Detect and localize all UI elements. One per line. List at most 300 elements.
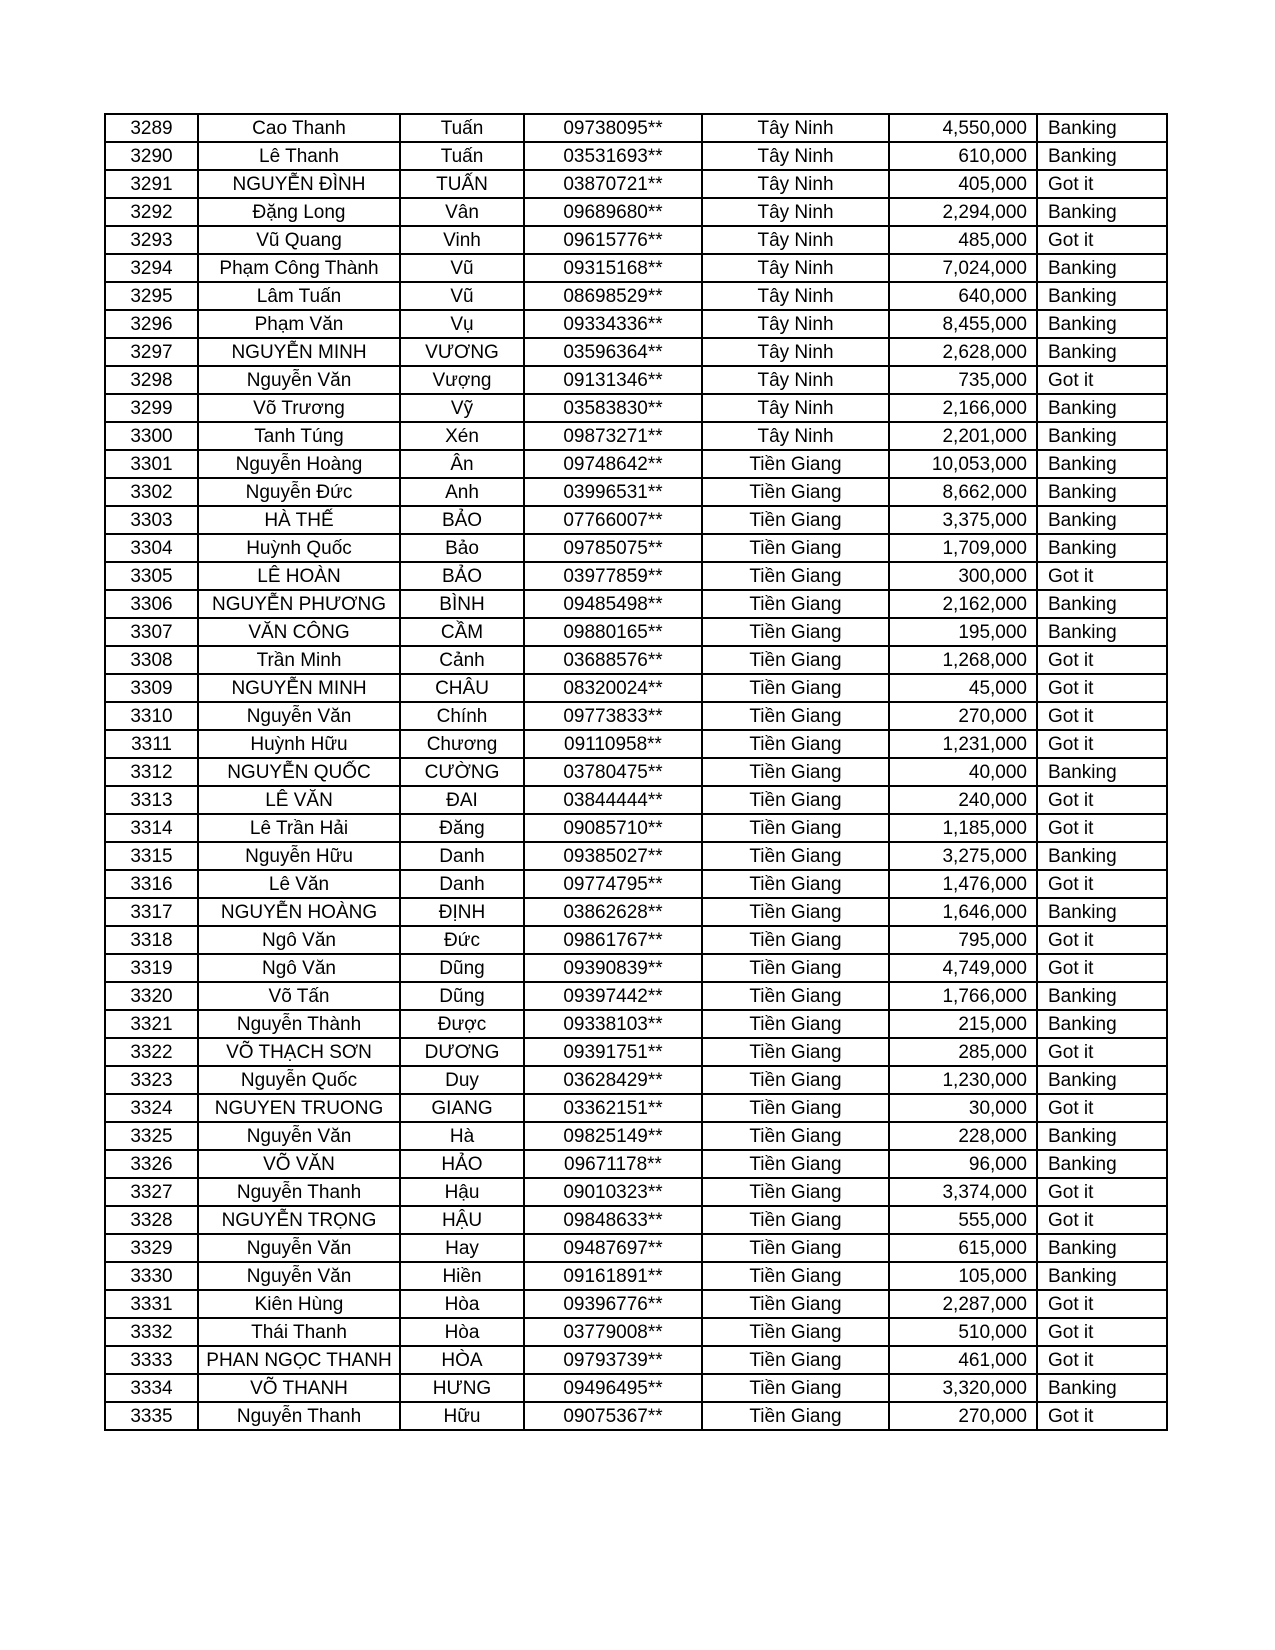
cell-amount: 2,201,000 [889,422,1037,450]
cell-amount: 215,000 [889,1010,1037,1038]
cell-id: 3333 [105,1346,198,1374]
cell-status: Banking [1037,842,1167,870]
cell-status: Got it [1037,954,1167,982]
cell-province: Tiền Giang [702,1374,889,1402]
cell-amount: 105,000 [889,1262,1037,1290]
cell-last-name: Tuấn [400,142,524,170]
cell-id: 3305 [105,562,198,590]
cell-id: 3304 [105,534,198,562]
cell-first-name: PHAN NGỌC THANH [198,1346,400,1374]
cell-id: 3316 [105,870,198,898]
cell-first-name: Vũ Quang [198,226,400,254]
cell-first-name: Nguyễn Thanh [198,1402,400,1430]
cell-phone: 09487697** [524,1234,702,1262]
cell-amount: 610,000 [889,142,1037,170]
cell-province: Tiền Giang [702,506,889,534]
cell-province: Tây Ninh [702,254,889,282]
cell-status: Got it [1037,1094,1167,1122]
cell-amount: 795,000 [889,926,1037,954]
cell-province: Tiền Giang [702,1178,889,1206]
cell-province: Tây Ninh [702,226,889,254]
cell-phone: 09010323** [524,1178,702,1206]
cell-amount: 30,000 [889,1094,1037,1122]
cell-last-name: ĐAI [400,786,524,814]
cell-province: Tiền Giang [702,646,889,674]
cell-last-name: HẢO [400,1150,524,1178]
cell-province: Tiền Giang [702,926,889,954]
cell-phone: 09390839** [524,954,702,982]
cell-last-name: Vũ [400,282,524,310]
cell-phone: 09738095** [524,114,702,142]
cell-first-name: Phạm Văn [198,310,400,338]
cell-amount: 2,162,000 [889,590,1037,618]
cell-phone: 08320024** [524,674,702,702]
cell-phone: 09873271** [524,422,702,450]
cell-first-name: Tanh Túng [198,422,400,450]
table-row [105,1038,1167,1066]
cell-phone: 09496495** [524,1374,702,1402]
cell-phone: 09774795** [524,870,702,898]
cell-id: 3314 [105,814,198,842]
cell-province: Tiền Giang [702,618,889,646]
cell-last-name: HẬU [400,1206,524,1234]
table-row [105,254,1167,282]
cell-amount: 270,000 [889,1402,1037,1430]
cell-province: Tây Ninh [702,170,889,198]
cell-last-name: Được [400,1010,524,1038]
cell-province: Tây Ninh [702,198,889,226]
cell-first-name: VĂN CÔNG [198,618,400,646]
cell-last-name: CƯỜNG [400,758,524,786]
cell-status: Got it [1037,366,1167,394]
cell-amount: 3,275,000 [889,842,1037,870]
cell-id: 3325 [105,1122,198,1150]
cell-province: Tây Ninh [702,338,889,366]
cell-id: 3313 [105,786,198,814]
cell-status: Got it [1037,1318,1167,1346]
table-row [105,226,1167,254]
cell-first-name: Nguyễn Văn [198,1122,400,1150]
cell-amount: 615,000 [889,1234,1037,1262]
cell-phone: 03583830** [524,394,702,422]
cell-status: Got it [1037,702,1167,730]
cell-province: Tiền Giang [702,1066,889,1094]
cell-amount: 3,375,000 [889,506,1037,534]
cell-id: 3311 [105,730,198,758]
cell-id: 3329 [105,1234,198,1262]
cell-province: Tiền Giang [702,1206,889,1234]
cell-phone: 08698529** [524,282,702,310]
cell-status: Got it [1037,1346,1167,1374]
cell-phone: 09110958** [524,730,702,758]
cell-province: Tiền Giang [702,1234,889,1262]
table-row [105,758,1167,786]
cell-first-name: Ngô Văn [198,954,400,982]
cell-amount: 300,000 [889,562,1037,590]
cell-id: 3309 [105,674,198,702]
cell-last-name: Dũng [400,982,524,1010]
cell-id: 3328 [105,1206,198,1234]
cell-amount: 510,000 [889,1318,1037,1346]
cell-phone: 03688576** [524,646,702,674]
table-row [105,842,1167,870]
cell-first-name: Phạm Công Thành [198,254,400,282]
cell-province: Tây Ninh [702,366,889,394]
cell-phone: 09131346** [524,366,702,394]
cell-status: Got it [1037,1178,1167,1206]
cell-first-name: Võ Trương [198,394,400,422]
cell-first-name: HÀ THẾ [198,506,400,534]
cell-phone: 03996531** [524,478,702,506]
cell-last-name: Danh [400,870,524,898]
cell-first-name: Huỳnh Quốc [198,534,400,562]
cell-first-name: NGUYỄN MINH [198,338,400,366]
cell-amount: 10,053,000 [889,450,1037,478]
cell-id: 3315 [105,842,198,870]
cell-first-name: Kiên Hùng [198,1290,400,1318]
cell-first-name: Trần Minh [198,646,400,674]
cell-status: Banking [1037,254,1167,282]
cell-id: 3297 [105,338,198,366]
cell-status: Banking [1037,1010,1167,1038]
cell-first-name: NGUYỄN ĐÌNH [198,170,400,198]
cell-id: 3306 [105,590,198,618]
cell-status: Banking [1037,310,1167,338]
cell-province: Tiền Giang [702,1346,889,1374]
cell-status: Banking [1037,338,1167,366]
cell-phone: 09748642** [524,450,702,478]
cell-province: Tiền Giang [702,562,889,590]
cell-status: Got it [1037,786,1167,814]
cell-first-name: Nguyễn Hữu [198,842,400,870]
cell-first-name: Đặng Long [198,198,400,226]
cell-phone: 09671178** [524,1150,702,1178]
cell-last-name: ĐỊNH [400,898,524,926]
cell-status: Banking [1037,618,1167,646]
cell-id: 3307 [105,618,198,646]
cell-id: 3293 [105,226,198,254]
cell-last-name: BẢO [400,562,524,590]
cell-province: Tiền Giang [702,954,889,982]
cell-amount: 8,455,000 [889,310,1037,338]
cell-status: Got it [1037,1038,1167,1066]
table-row [105,814,1167,842]
cell-amount: 2,628,000 [889,338,1037,366]
cell-amount: 240,000 [889,786,1037,814]
cell-last-name: GIANG [400,1094,524,1122]
cell-phone: 09861767** [524,926,702,954]
cell-last-name: CHÂU [400,674,524,702]
cell-province: Tây Ninh [702,394,889,422]
cell-id: 3320 [105,982,198,1010]
cell-province: Tiền Giang [702,758,889,786]
cell-first-name: Nguyễn Thành [198,1010,400,1038]
table-row [105,1402,1167,1430]
table-row [105,786,1167,814]
cell-id: 3294 [105,254,198,282]
cell-first-name: Cao Thanh [198,114,400,142]
cell-province: Tiền Giang [702,702,889,730]
cell-province: Tiền Giang [702,786,889,814]
cell-amount: 405,000 [889,170,1037,198]
cell-last-name: Vượng [400,366,524,394]
cell-id: 3303 [105,506,198,534]
cell-province: Tiền Giang [702,478,889,506]
cell-status: Got it [1037,226,1167,254]
cell-first-name: Võ Tấn [198,982,400,1010]
cell-id: 3317 [105,898,198,926]
cell-id: 3296 [105,310,198,338]
cell-amount: 4,749,000 [889,954,1037,982]
cell-status: Banking [1037,1234,1167,1262]
cell-first-name: LÊ VĂN [198,786,400,814]
cell-status: Got it [1037,674,1167,702]
cell-province: Tây Ninh [702,142,889,170]
cell-id: 3321 [105,1010,198,1038]
cell-status: Got it [1037,646,1167,674]
cell-province: Tiền Giang [702,1010,889,1038]
cell-id: 3335 [105,1402,198,1430]
cell-id: 3291 [105,170,198,198]
cell-province: Tiền Giang [702,870,889,898]
cell-first-name: Nguyễn Đức [198,478,400,506]
cell-first-name: Lê Trần Hải [198,814,400,842]
contact-payout-table [104,113,1168,1431]
cell-province: Tiền Giang [702,1038,889,1066]
cell-status: Banking [1037,478,1167,506]
cell-province: Tiền Giang [702,730,889,758]
cell-amount: 1,476,000 [889,870,1037,898]
table-row [105,1150,1167,1178]
cell-id: 3318 [105,926,198,954]
cell-phone: 09793739** [524,1346,702,1374]
cell-amount: 8,662,000 [889,478,1037,506]
cell-phone: 09338103** [524,1010,702,1038]
cell-last-name: CẦM [400,618,524,646]
table-row [105,198,1167,226]
cell-id: 3290 [105,142,198,170]
table-row [105,730,1167,758]
table-row [105,618,1167,646]
cell-first-name: Nguyễn Thanh [198,1178,400,1206]
cell-province: Tiền Giang [702,674,889,702]
cell-last-name: Danh [400,842,524,870]
cell-first-name: NGUYỄN HOÀNG [198,898,400,926]
cell-last-name: Vụ [400,310,524,338]
cell-amount: 2,287,000 [889,1290,1037,1318]
cell-status: Banking [1037,198,1167,226]
cell-amount: 1,268,000 [889,646,1037,674]
table-row [105,702,1167,730]
cell-last-name: HƯNG [400,1374,524,1402]
cell-id: 3302 [105,478,198,506]
cell-province: Tiền Giang [702,814,889,842]
cell-id: 3324 [105,1094,198,1122]
cell-province: Tây Ninh [702,310,889,338]
cell-amount: 1,185,000 [889,814,1037,842]
cell-province: Tiền Giang [702,1290,889,1318]
cell-status: Got it [1037,170,1167,198]
cell-phone: 09773833** [524,702,702,730]
cell-id: 3326 [105,1150,198,1178]
cell-id: 3331 [105,1290,198,1318]
cell-status: Got it [1037,926,1167,954]
cell-first-name: Lê Thanh [198,142,400,170]
table-row [105,982,1167,1010]
table-row [105,646,1167,674]
cell-status: Banking [1037,1122,1167,1150]
cell-status: Got it [1037,730,1167,758]
cell-amount: 2,294,000 [889,198,1037,226]
cell-province: Tiền Giang [702,898,889,926]
cell-phone: 09391751** [524,1038,702,1066]
cell-phone: 03862628** [524,898,702,926]
cell-phone: 09848633** [524,1206,702,1234]
table-row [105,1178,1167,1206]
cell-amount: 3,320,000 [889,1374,1037,1402]
table-row [105,898,1167,926]
cell-last-name: Vỹ [400,394,524,422]
table-row [105,534,1167,562]
cell-status: Banking [1037,142,1167,170]
cell-amount: 270,000 [889,702,1037,730]
cell-first-name: VÕ THẠCH SƠN [198,1038,400,1066]
cell-province: Tiền Giang [702,450,889,478]
table-row [105,310,1167,338]
table-row [105,590,1167,618]
cell-status: Got it [1037,870,1167,898]
cell-status: Banking [1037,450,1167,478]
cell-status: Got it [1037,814,1167,842]
cell-first-name: NGUYỄN PHƯƠNG [198,590,400,618]
table-row [105,394,1167,422]
cell-province: Tiền Giang [702,1402,889,1430]
table-row [105,1346,1167,1374]
table-row [105,1066,1167,1094]
cell-first-name: Lê Văn [198,870,400,898]
cell-last-name: TUẤN [400,170,524,198]
cell-amount: 3,374,000 [889,1178,1037,1206]
cell-phone: 03977859** [524,562,702,590]
cell-first-name: Nguyễn Hoàng [198,450,400,478]
cell-status: Banking [1037,898,1167,926]
cell-amount: 1,230,000 [889,1066,1037,1094]
cell-phone: 09397442** [524,982,702,1010]
cell-status: Banking [1037,422,1167,450]
cell-amount: 2,166,000 [889,394,1037,422]
table-row [105,170,1167,198]
cell-id: 3295 [105,282,198,310]
cell-last-name: Cảnh [400,646,524,674]
cell-last-name: Xén [400,422,524,450]
cell-phone: 09615776** [524,226,702,254]
table-row [105,478,1167,506]
cell-amount: 45,000 [889,674,1037,702]
table-row [105,422,1167,450]
cell-phone: 09075367** [524,1402,702,1430]
cell-id: 3334 [105,1374,198,1402]
cell-last-name: Duy [400,1066,524,1094]
cell-province: Tiền Giang [702,534,889,562]
cell-status: Got it [1037,1206,1167,1234]
cell-province: Tây Ninh [702,114,889,142]
table-row [105,1290,1167,1318]
cell-last-name: Hiền [400,1262,524,1290]
cell-province: Tiền Giang [702,842,889,870]
cell-province: Tiền Giang [702,1150,889,1178]
table-row [105,674,1167,702]
cell-phone: 09085710** [524,814,702,842]
cell-status: Banking [1037,982,1167,1010]
cell-phone: 03870721** [524,170,702,198]
cell-last-name: Hậu [400,1178,524,1206]
cell-amount: 96,000 [889,1150,1037,1178]
table-row [105,1010,1167,1038]
table-row [105,142,1167,170]
cell-phone: 09315168** [524,254,702,282]
cell-amount: 1,709,000 [889,534,1037,562]
cell-amount: 735,000 [889,366,1037,394]
cell-first-name: LÊ HOÀN [198,562,400,590]
cell-id: 3332 [105,1318,198,1346]
cell-last-name: Dũng [400,954,524,982]
table-row [105,114,1167,142]
cell-status: Got it [1037,1402,1167,1430]
cell-province: Tây Ninh [702,282,889,310]
table-row [105,506,1167,534]
cell-last-name: Ân [400,450,524,478]
cell-last-name: BẢO [400,506,524,534]
cell-id: 3330 [105,1262,198,1290]
cell-phone: 03362151** [524,1094,702,1122]
cell-amount: 285,000 [889,1038,1037,1066]
cell-first-name: Nguyễn Văn [198,1234,400,1262]
cell-status: Banking [1037,1066,1167,1094]
table-row [105,450,1167,478]
cell-last-name: Hữu [400,1402,524,1430]
cell-last-name: VƯƠNG [400,338,524,366]
cell-status: Banking [1037,1150,1167,1178]
cell-phone: 09396776** [524,1290,702,1318]
cell-last-name: DƯƠNG [400,1038,524,1066]
cell-amount: 4,550,000 [889,114,1037,142]
cell-amount: 640,000 [889,282,1037,310]
table-body [105,114,1167,1430]
cell-first-name: Lâm Tuấn [198,282,400,310]
cell-first-name: VÕ VĂN [198,1150,400,1178]
cell-id: 3308 [105,646,198,674]
cell-last-name: Đức [400,926,524,954]
cell-amount: 485,000 [889,226,1037,254]
cell-id: 3327 [105,1178,198,1206]
cell-last-name: Hòa [400,1318,524,1346]
cell-last-name: Vũ [400,254,524,282]
table-row [105,1374,1167,1402]
cell-phone: 03596364** [524,338,702,366]
cell-phone: 03780475** [524,758,702,786]
cell-phone: 09785075** [524,534,702,562]
cell-phone: 09485498** [524,590,702,618]
cell-last-name: Vân [400,198,524,226]
cell-province: Tiền Giang [702,1122,889,1150]
cell-id: 3300 [105,422,198,450]
cell-amount: 1,231,000 [889,730,1037,758]
cell-phone: 09825149** [524,1122,702,1150]
cell-phone: 03779008** [524,1318,702,1346]
cell-amount: 1,646,000 [889,898,1037,926]
cell-phone: 09161891** [524,1262,702,1290]
cell-status: Banking [1037,282,1167,310]
